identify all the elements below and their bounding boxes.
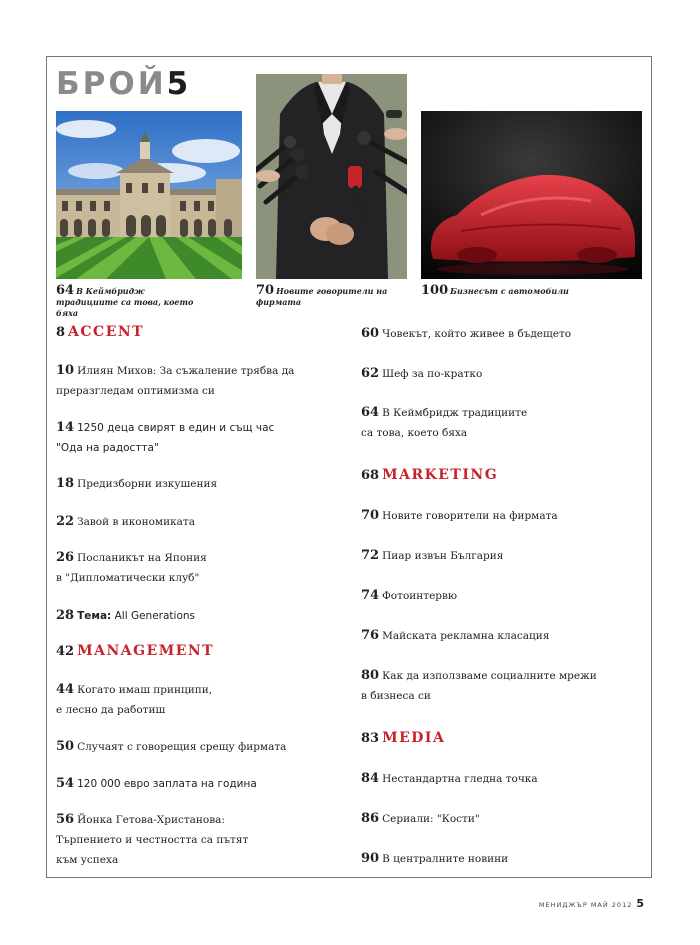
toc-entry[interactable]: 80 Как да използваме социалните мрежи в бизнеса си [361, 668, 597, 702]
press-microphones-photo[interactable] [256, 74, 407, 279]
toc-entry[interactable]: 54 120 000 евро заплата на година [56, 776, 257, 791]
issue-word: БРОЙ [56, 66, 167, 102]
footer-text: МЕНИДЖЪР МАЙ 2012 [538, 901, 633, 909]
page-footer [539, 897, 644, 912]
toc-entry[interactable]: 56 Йонка Гетова-Христанова: Търпението и честността са пътят към успеха [56, 812, 249, 866]
toc-entry[interactable]: 72 Пиар извън България [361, 548, 504, 563]
toc-entry[interactable]: 28 Тема: All Generations [56, 608, 195, 623]
toc-entry[interactable]: 76 Майската рекламна класация [361, 628, 550, 643]
toc-entry[interactable]: 60 Човекът, който живее в бъдещето [361, 326, 572, 341]
photo-caption-speakers: 70 Новите говорители на фирмата [256, 283, 388, 307]
toc-entry[interactable]: 10 Илиян Михов: За съжаление трябва да преразгледам оптимизма си [56, 363, 295, 397]
toc-entry[interactable]: 86 Сериали: "Кости" [361, 811, 480, 826]
issue-title [56, 66, 188, 102]
toc-entry[interactable]: 70 Новите говорители на фирмата [361, 508, 558, 523]
section-marketing[interactable]: 68 MARKETING [361, 467, 499, 483]
section-media[interactable]: 83 MEDIA [361, 730, 446, 746]
toc-entry[interactable]: 50 Случаят с говорещия срещу фирмата [56, 739, 287, 754]
page-number: 5 [636, 897, 644, 910]
toc-entry[interactable]: 74 Фотоинтервю [361, 588, 458, 603]
photo-caption-cambridge: 64 В Кеймбридж традициите са това, което бяха [56, 283, 194, 318]
toc-entry[interactable]: 14 1250 деца свирят в един и същ час "Ода на радостта" [56, 420, 275, 454]
toc-entry[interactable]: 84 Нестандартна гледна точка [361, 771, 538, 786]
cambridge-photo[interactable] [56, 111, 242, 279]
toc-entry[interactable]: 44 Когато имаш принципи, е лесно да работиш [56, 682, 213, 716]
toc-entry[interactable]: 22 Завой в икономиката [56, 514, 195, 529]
section-management[interactable]: 42 MANAGEMENT [56, 643, 215, 659]
toc-entry[interactable]: 26 Посланикът на Япония в "Дипломатически клуб" [56, 550, 207, 584]
photo-caption-car: 100 Бизнесът с автомобили [421, 283, 569, 298]
issue-number: 5 [166, 66, 189, 102]
toc-entry[interactable]: 18 Предизборни изкушения [56, 476, 218, 491]
covered-car-photo[interactable] [421, 111, 642, 279]
section-accent[interactable]: 8 ACCENT [56, 324, 145, 340]
toc-entry[interactable]: 64 В Кеймбридж традициите са това, което бяха [361, 405, 528, 439]
toc-entry[interactable]: 90 В централните новини [361, 851, 509, 866]
toc-entry[interactable]: 62 Шеф за по-кратко [361, 366, 483, 381]
